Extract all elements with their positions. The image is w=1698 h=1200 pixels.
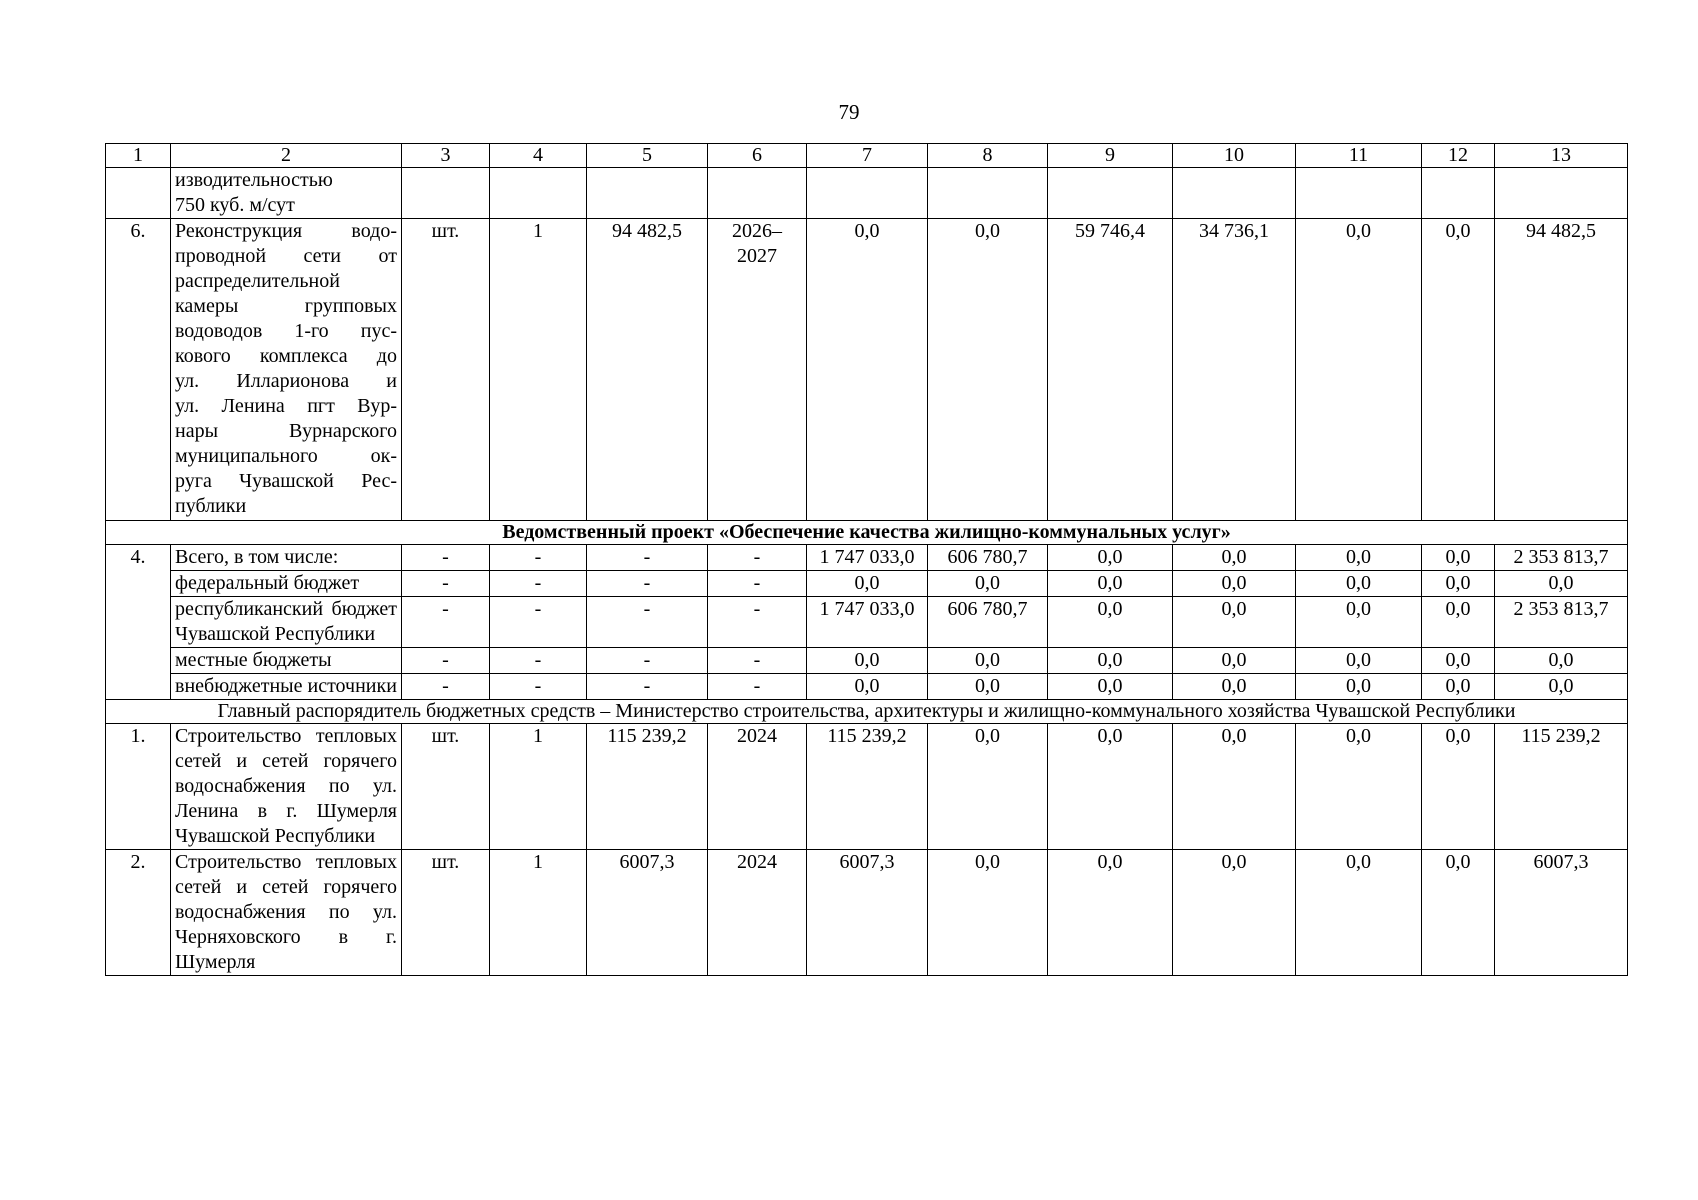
dash-cell: -: [587, 571, 708, 597]
dash-cell: -: [708, 597, 807, 648]
value-cell: 0,0: [807, 648, 928, 674]
unit-cell: шт.: [402, 724, 490, 850]
object-name: Строительство тепловых сетей и сетей горячего водоснабжения по ул. Черняховского в г. Шумерля: [171, 850, 402, 976]
value-cell: 0,0: [1173, 850, 1296, 976]
value-cell: 0,0: [928, 674, 1048, 700]
qty-cell: 1: [490, 850, 587, 976]
col-number: 11: [1296, 144, 1422, 168]
text-line: Реконструкция водо-: [175, 220, 397, 242]
value-cell: 0,0: [1048, 674, 1173, 700]
value-cell: 115 239,2: [807, 724, 928, 850]
value-cell: 606 780,7: [928, 597, 1048, 648]
row-number: 2.: [106, 850, 171, 976]
value-cell: 0,0: [1296, 724, 1422, 850]
text-line: камеры групповых: [175, 295, 397, 317]
qty-cell: 1: [490, 219, 587, 521]
table-row: [106, 850, 1628, 976]
col-number: 5: [587, 144, 708, 168]
col-number: 4: [490, 144, 587, 168]
col-number: 7: [807, 144, 928, 168]
value-cell: 0,0: [1422, 674, 1495, 700]
col-number: 2: [171, 144, 402, 168]
value-cell: 0,0: [807, 674, 928, 700]
cost-cell: 94 482,5: [587, 219, 708, 521]
dash-cell: -: [402, 545, 490, 571]
value-cell: 0,0: [928, 850, 1048, 976]
text-line: ул. Ленина пгт Вур-: [175, 395, 397, 417]
text-line: ул. Илларионова и: [175, 370, 397, 392]
col-number: 1: [106, 144, 171, 168]
col-number: 12: [1422, 144, 1495, 168]
dash-cell: -: [490, 571, 587, 597]
dash-cell: -: [708, 571, 807, 597]
value-cell: 0,0: [1048, 571, 1173, 597]
column-number-row: [106, 144, 1628, 168]
value-cell: 0,0: [807, 571, 928, 597]
dash-cell: -: [490, 545, 587, 571]
table-row: [106, 648, 1628, 674]
value-cell: 606 780,7: [928, 545, 1048, 571]
value-cell: 34 736,1: [1173, 219, 1296, 521]
row-label: республиканский бюджет Чувашской Республики: [171, 597, 402, 648]
table-row: [106, 571, 1628, 597]
value-cell: 0,0: [1048, 545, 1173, 571]
table-row: [106, 724, 1628, 850]
cost-cell: 115 239,2: [587, 724, 708, 850]
dash-cell: -: [587, 674, 708, 700]
manager-title: Главный распорядитель бюджетных средств – Министерство строительства, архитектуры и жилищно-коммунального хозяйства Чувашской Республики: [106, 700, 1628, 724]
col-number: 6: [708, 144, 807, 168]
value-cell: 0,0: [807, 219, 928, 521]
row-number: 4.: [106, 545, 171, 700]
years-cell: 2026– 2027: [708, 219, 807, 521]
years-cell: 2024: [708, 850, 807, 976]
text-line: изводительностью: [175, 169, 333, 191]
col-number: 3: [402, 144, 490, 168]
continuation-text: [171, 168, 402, 219]
investment-table: [105, 143, 1628, 976]
value-cell: 2 353 813,7: [1495, 545, 1628, 571]
value-cell: 0,0: [1173, 724, 1296, 850]
text-line: муниципального ок-: [175, 445, 397, 467]
col-number: 9: [1048, 144, 1173, 168]
table-row: [106, 597, 1628, 648]
value-cell: 1 747 033,0: [807, 597, 928, 648]
dash-cell: -: [490, 597, 587, 648]
value-cell: 0,0: [1296, 545, 1422, 571]
table-row: [106, 545, 1628, 571]
value-cell: 0,0: [1422, 545, 1495, 571]
dash-cell: -: [402, 674, 490, 700]
value-cell: 6007,3: [807, 850, 928, 976]
dash-cell: -: [402, 648, 490, 674]
dash-cell: -: [708, 674, 807, 700]
section-row: [106, 700, 1628, 724]
value-cell: 0,0: [1173, 597, 1296, 648]
value-cell: 59 746,4: [1048, 219, 1173, 521]
unit-cell: шт.: [402, 219, 490, 521]
text-line: водоводов 1-го пус-: [175, 320, 397, 342]
text-line: 750 куб. м/сут: [175, 194, 295, 216]
dash-cell: -: [587, 545, 708, 571]
value-cell: 94 482,5: [1495, 219, 1628, 521]
qty-cell: 1: [490, 724, 587, 850]
value-cell: 0,0: [1296, 219, 1422, 521]
value-cell: 0,0: [1495, 571, 1628, 597]
text-line: кового комплекса до: [175, 345, 397, 367]
value-cell: 115 239,2: [1495, 724, 1628, 850]
value-cell: 0,0: [1048, 850, 1173, 976]
value-cell: 0,0: [1173, 674, 1296, 700]
value-cell: 0,0: [928, 724, 1048, 850]
value-cell: 0,0: [1296, 850, 1422, 976]
table-row: [106, 219, 1628, 521]
object-name: Строительство тепловых сетей и сетей горячего водоснабжения по ул. Ленина в г. Шумерля Чувашской Республики: [171, 724, 402, 850]
dash-cell: -: [587, 597, 708, 648]
col-number: 13: [1495, 144, 1628, 168]
value-cell: 0,0: [1173, 545, 1296, 571]
value-cell: 1 747 033,0: [807, 545, 928, 571]
value-cell: 2 353 813,7: [1495, 597, 1628, 648]
dash-cell: -: [708, 545, 807, 571]
row-label: Всего, в том числе:: [171, 545, 402, 571]
object-name: [171, 219, 402, 521]
col-number: 8: [928, 144, 1048, 168]
value-cell: 0,0: [1048, 597, 1173, 648]
value-cell: 0,0: [1422, 648, 1495, 674]
value-cell: 0,0: [1296, 674, 1422, 700]
dash-cell: -: [587, 648, 708, 674]
value-cell: 0,0: [1495, 674, 1628, 700]
value-cell: 0,0: [1048, 724, 1173, 850]
text-line: распределительной: [175, 270, 340, 292]
value-cell: 0,0: [1422, 724, 1495, 850]
value-cell: 0,0: [928, 571, 1048, 597]
dash-cell: -: [402, 571, 490, 597]
value-cell: 0,0: [1495, 648, 1628, 674]
row-number: 1.: [106, 724, 171, 850]
row-number: 6.: [106, 219, 171, 521]
page-number: 79: [838, 100, 860, 124]
value-cell: 0,0: [928, 219, 1048, 521]
dash-cell: -: [708, 648, 807, 674]
value-cell: 0,0: [1296, 648, 1422, 674]
section-row: [106, 521, 1628, 545]
text-line: публики: [175, 495, 247, 517]
value-cell: 0,0: [1422, 571, 1495, 597]
text-line: руга Чувашской Рес-: [175, 470, 397, 492]
text-line: нары Вурнарского: [175, 420, 397, 442]
row-label: внебюджетные источники: [171, 674, 402, 700]
value-cell: 0,0: [928, 648, 1048, 674]
unit-cell: шт.: [402, 850, 490, 976]
value-cell: 0,0: [1048, 648, 1173, 674]
value-cell: 0,0: [1422, 850, 1495, 976]
value-cell: 0,0: [1173, 648, 1296, 674]
text-line: проводной сети от: [175, 245, 397, 267]
years-cell: 2024: [708, 724, 807, 850]
section-title: Ведомственный проект «Обеспечение качества жилищно-коммунальных услуг»: [106, 521, 1628, 545]
value-cell: 6007,3: [1495, 850, 1628, 976]
table-row: [106, 168, 1628, 219]
col-number: 10: [1173, 144, 1296, 168]
row-label: местные бюджеты: [171, 648, 402, 674]
row-label: федеральный бюджет: [171, 571, 402, 597]
dash-cell: -: [402, 597, 490, 648]
value-cell: 0,0: [1422, 219, 1495, 521]
value-cell: 0,0: [1296, 571, 1422, 597]
dash-cell: -: [490, 648, 587, 674]
value-cell: 0,0: [1422, 597, 1495, 648]
value-cell: 0,0: [1173, 571, 1296, 597]
dash-cell: -: [490, 674, 587, 700]
table-row: [106, 674, 1628, 700]
cost-cell: 6007,3: [587, 850, 708, 976]
value-cell: 0,0: [1296, 597, 1422, 648]
